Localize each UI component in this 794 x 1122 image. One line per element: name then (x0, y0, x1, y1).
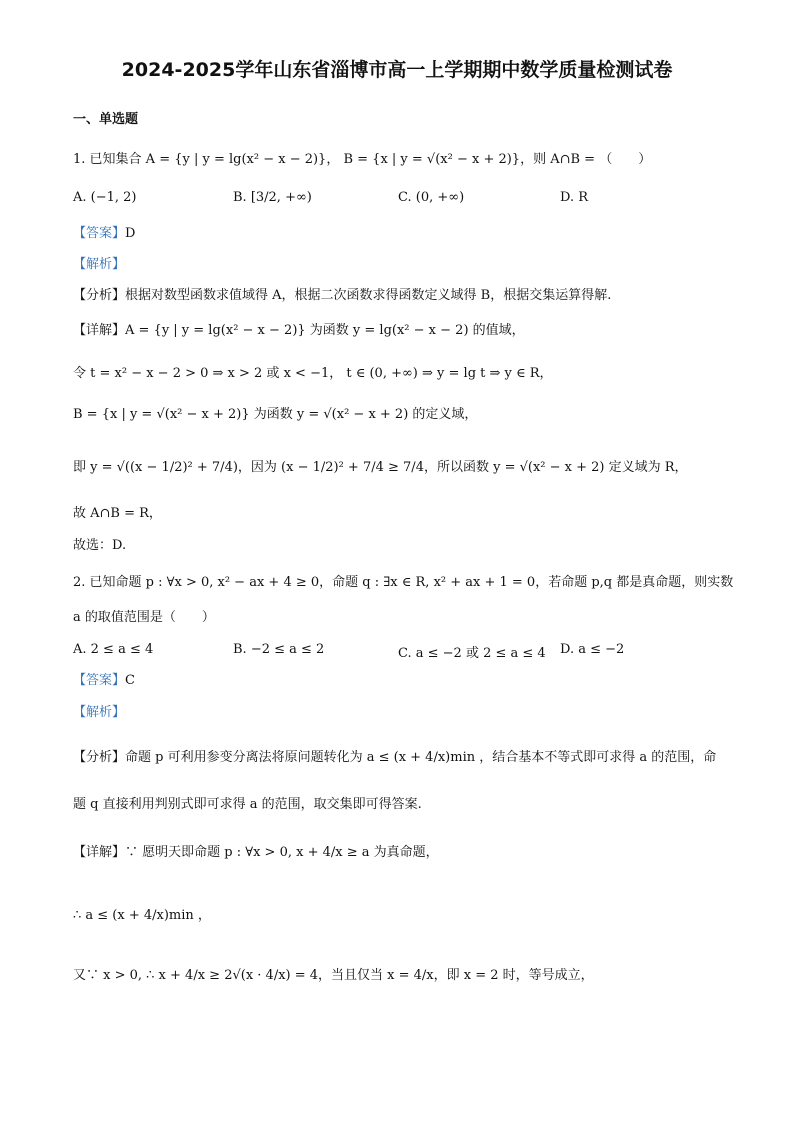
q2-fenxi-line2: 题 q 直接利用判别式即可求得 a 的范围，取交集即可得答案. (73, 797, 422, 812)
answer-tag: 【答案】 (73, 226, 126, 241)
q2-detail-3: 又∵ x > 0, ∴ x + 4/x ≥ 2√(x · 4/x) = 4，当且仅当 x = 4/x，即 x = 2 时，等号成立， (73, 968, 594, 983)
q2-stem-line1: 2. 已知命题 p : ∀x > 0, x² − ax + 4 ≥ 0，命题 q : ∃x ∈ R, x² + ax + 1 = 0，若命题 p,q 都是真命题，则实数 (73, 575, 734, 590)
q1-analysis-tag: 【解析】 (73, 257, 126, 272)
q1-option-c: C. (0, +∞) (398, 190, 465, 205)
q2-option-c: C. a ≤ −2 或 2 ≤ a ≤ 4 (398, 646, 546, 661)
q1-fenxi: 【分析】根据对数型函数求值域得 A，根据二次函数求得函数定义域得 B，根据交集运算得解. (73, 288, 612, 303)
answer-tag: 【答案】 (73, 673, 126, 688)
q1-option-a: A. (−1, 2) (73, 190, 137, 205)
q1-answer-line (73, 226, 135, 242)
q1-detail-6: 故选：D. (73, 538, 127, 553)
q2-detail-1: 【详解】∵ 愿明天即命题 p : ∀x > 0, x + 4/x ≥ a 为真命题， (73, 845, 439, 860)
q1-detail-4: 即 y = √((x − 1/2)² + 7/4)，因为 (x − 1/2)² + 7/4 ≥ 7/4，所以函数 y = √(x² − x + 2) 定义域为 R， (73, 460, 688, 475)
section-heading: 一、单选题 (73, 112, 139, 127)
q1-detail-1: 【详解】A = {y | y = lg(x² − x − 2)} 为函数 y = lg(x² − x − 2) 的值域， (73, 323, 525, 338)
q1-detail-5: 故 A∩B = R， (73, 506, 162, 521)
q2-fenxi-line1: 【分析】命题 p 可利用参变分离法将原问题转化为 a ≤ (x + 4/x)min ，结合基本不等式即可求得 a 的范围，命 (73, 750, 717, 765)
q1-answer: D (125, 226, 136, 241)
q2-option-b: B. −2 ≤ a ≤ 2 (233, 642, 325, 657)
q1-detail-3: B = {x | y = √(x² − x + 2)} 为函数 y = √(x² − x + 2) 的定义域， (73, 407, 478, 422)
q2-detail-2: ∴ a ≤ (x + 4/x)min ， (73, 908, 211, 923)
q1-option-b: B. [3/2, +∞) (233, 190, 312, 205)
q2-stem-line2: a 的取值范围是（ ） (73, 610, 215, 625)
q2-answer-line (73, 673, 135, 689)
page-title: 2024-2025学年山东省淄博市高一上学期期中数学质量检测试卷 (121, 59, 673, 81)
q1-detail-2: 令 t = x² − x − 2 > 0 ⇒ x > 2 或 x < −1， t ∈ (0, +∞) ⇒ y = lg t ⇒ y ∈ R， (73, 366, 553, 381)
q2-option-a: A. 2 ≤ a ≤ 4 (73, 642, 154, 657)
q2-option-d: D. a ≤ −2 (560, 642, 625, 657)
q2-analysis-tag: 【解析】 (73, 705, 126, 720)
q1-option-d: D. R (560, 190, 589, 205)
q2-answer: C (125, 673, 135, 688)
q1-stem: 1. 已知集合 A = {y | y = lg(x² − x − 2)}， B = {x | y = √(x² − x + 2)}，则 A∩B = （ ） (73, 152, 652, 167)
